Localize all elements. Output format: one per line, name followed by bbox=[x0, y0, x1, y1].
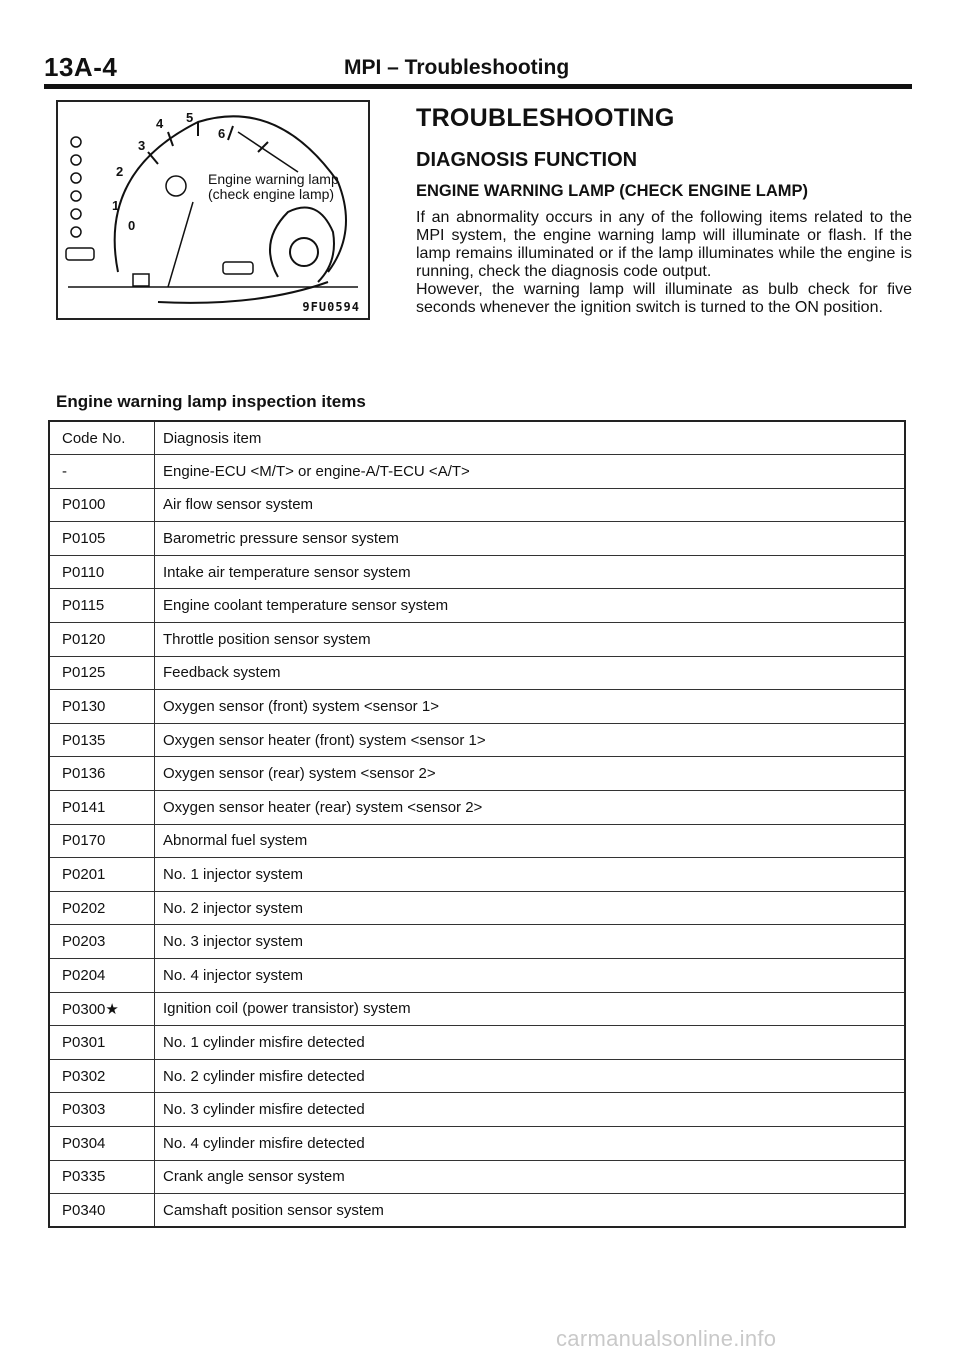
diagnosis-cell: Engine-ECU <M/T> or engine-A/T-ECU <A/T> bbox=[155, 455, 906, 489]
table-row bbox=[49, 891, 905, 925]
table-row bbox=[49, 623, 905, 657]
code-cell: P0130 bbox=[49, 690, 155, 724]
table-row bbox=[49, 589, 905, 623]
svg-text:6: 6 bbox=[218, 126, 226, 141]
diagnosis-cell: Intake air temperature sensor system bbox=[155, 555, 906, 589]
code-cell: P0303 bbox=[49, 1093, 155, 1127]
table-row bbox=[49, 1160, 905, 1194]
code-cell: P0201 bbox=[49, 858, 155, 892]
table-row bbox=[49, 1194, 905, 1228]
code-cell: P0105 bbox=[49, 522, 155, 556]
table-row bbox=[49, 555, 905, 589]
diagnosis-cell: Oxygen sensor (front) system <sensor 1> bbox=[155, 690, 906, 724]
diagnosis-cell: No. 1 injector system bbox=[155, 858, 906, 892]
diagnosis-cell: Ignition coil (power transistor) system bbox=[155, 992, 906, 1026]
code-cell: P0300★ bbox=[49, 992, 155, 1026]
code-cell: P0136 bbox=[49, 757, 155, 791]
watermark: carmanualsonline.info bbox=[556, 1326, 777, 1351]
table-row bbox=[49, 959, 905, 993]
code-cell: P0110 bbox=[49, 555, 155, 589]
table-row bbox=[49, 791, 905, 825]
diagnosis-cell: Throttle position sensor system bbox=[155, 623, 906, 657]
instrument-cluster-figure bbox=[56, 100, 370, 320]
code-cell: - bbox=[49, 455, 155, 489]
diagnosis-cell: No. 4 cylinder misfire detected bbox=[155, 1126, 906, 1160]
inspection-items-table bbox=[48, 420, 906, 1228]
diagnosis-cell: Oxygen sensor heater (rear) system <sensor 2> bbox=[155, 791, 906, 825]
table-header-row bbox=[49, 421, 905, 455]
diagnosis-cell: No. 3 cylinder misfire detected bbox=[155, 1093, 906, 1127]
code-cell: P0141 bbox=[49, 791, 155, 825]
column-header-code: Code No. bbox=[49, 421, 155, 455]
table-row bbox=[49, 858, 905, 892]
svg-text:0: 0 bbox=[128, 218, 136, 233]
figure-code: 9FU0594 bbox=[302, 300, 360, 314]
diagnosis-cell: Air flow sensor system bbox=[155, 488, 906, 522]
diagnosis-cell: Oxygen sensor heater (front) system <sensor 1> bbox=[155, 723, 906, 757]
table-row bbox=[49, 1026, 905, 1060]
table-row bbox=[49, 656, 905, 690]
code-cell: P0125 bbox=[49, 656, 155, 690]
svg-text:2: 2 bbox=[116, 164, 124, 179]
code-cell: P0302 bbox=[49, 1059, 155, 1093]
table-row bbox=[49, 1126, 905, 1160]
section-subheading: DIAGNOSIS FUNCTION bbox=[416, 149, 638, 171]
table-row bbox=[49, 488, 905, 522]
table-row bbox=[49, 723, 905, 757]
code-cell: P0170 bbox=[49, 824, 155, 858]
diagnosis-cell: Camshaft position sensor system bbox=[155, 1194, 906, 1228]
code-cell: P0340 bbox=[49, 1194, 155, 1228]
table-row bbox=[49, 1059, 905, 1093]
code-cell: P0304 bbox=[49, 1126, 155, 1160]
section-heading: TROUBLESHOOTING bbox=[416, 104, 675, 132]
diagnosis-cell: No. 3 injector system bbox=[155, 925, 906, 959]
troubleshooting-section bbox=[416, 104, 912, 317]
table-row bbox=[49, 522, 905, 556]
page-title: MPI – Troubleshooting bbox=[344, 56, 570, 79]
page-header bbox=[44, 52, 912, 86]
code-cell: P0203 bbox=[49, 925, 155, 959]
table-title: Engine warning lamp inspection items bbox=[56, 392, 366, 411]
code-cell: P0301 bbox=[49, 1026, 155, 1060]
diagnosis-cell: Oxygen sensor (rear) system <sensor 2> bbox=[155, 757, 906, 791]
svg-text:3: 3 bbox=[138, 138, 146, 153]
section-paragraph-2: However, the warning lamp will illuminate as bulb check for five seconds whenever the ignition switch is turned to the ON position. bbox=[416, 281, 912, 316]
diagnosis-cell: No. 2 injector system bbox=[155, 891, 906, 925]
code-cell: P0115 bbox=[49, 589, 155, 623]
header-rule bbox=[44, 84, 912, 89]
svg-text:5: 5 bbox=[186, 110, 194, 125]
table-body bbox=[49, 455, 905, 1228]
code-cell: P0120 bbox=[49, 623, 155, 657]
diagnosis-cell: Engine coolant temperature sensor system bbox=[155, 589, 906, 623]
instrument-cluster-drawing bbox=[58, 102, 368, 318]
section-paragraph-1: If an abnormality occurs in any of the following items related to the MPI system, the engine warning lamp will illuminate or flash. If the lamp remains illuminated or if the lamp illuminates while the engine is running, check the diagnosis code output. bbox=[416, 209, 912, 280]
diagnosis-cell: Barometric pressure sensor system bbox=[155, 522, 906, 556]
page-number: 13A-4 bbox=[44, 52, 118, 82]
diagnosis-cell: No. 4 injector system bbox=[155, 959, 906, 993]
svg-text:1: 1 bbox=[112, 198, 120, 213]
code-cell: P0100 bbox=[49, 488, 155, 522]
table-row bbox=[49, 455, 905, 489]
engine-warning-lamp-callout: Engine warning lamp (check engine lamp) bbox=[208, 171, 339, 202]
code-cell: P0202 bbox=[49, 891, 155, 925]
code-cell: P0335 bbox=[49, 1160, 155, 1194]
table-row bbox=[49, 690, 905, 724]
diagnosis-cell: Abnormal fuel system bbox=[155, 824, 906, 858]
table-row bbox=[49, 824, 905, 858]
table-row bbox=[49, 992, 905, 1026]
code-cell: P0204 bbox=[49, 959, 155, 993]
svg-text:4: 4 bbox=[156, 116, 164, 131]
section-subsubheading: ENGINE WARNING LAMP (CHECK ENGINE LAMP) bbox=[416, 182, 809, 200]
diagnosis-cell: Feedback system bbox=[155, 656, 906, 690]
diagnosis-cell: Crank angle sensor system bbox=[155, 1160, 906, 1194]
table-row bbox=[49, 1093, 905, 1127]
code-cell: P0135 bbox=[49, 723, 155, 757]
diagnosis-cell: No. 1 cylinder misfire detected bbox=[155, 1026, 906, 1060]
column-header-diagnosis: Diagnosis item bbox=[155, 421, 906, 455]
table-row bbox=[49, 925, 905, 959]
table-row bbox=[49, 757, 905, 791]
diagnosis-cell: No. 2 cylinder misfire detected bbox=[155, 1059, 906, 1093]
